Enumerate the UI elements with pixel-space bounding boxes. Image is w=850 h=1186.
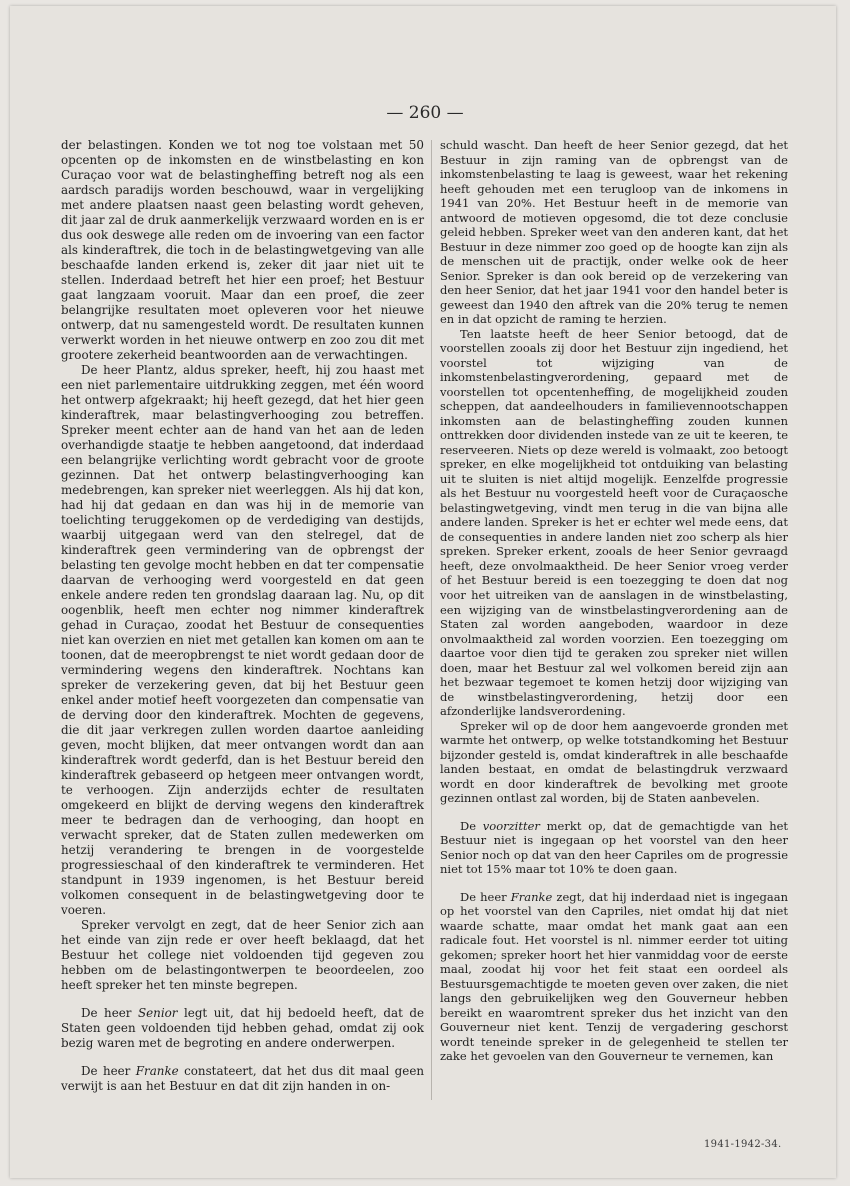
paragraph: Ten laatste heeft de heer Senior betoogd, dat de voorstellen zooals zij door het Bestuur zijn ingediend, het voorstel tot wijziging van de inkomstenbelastingverordening, gepaard met de voorstellen tot opcentenheffing, de mogelijkheid zouden scheppen, dat aandeelhouders in familievennootschappen inkomsten aan de belastingheffing zouden kunnen onttrekken door dividenden instede van ze uit te keeren, te reserveeren. Niets op deze wereld is volmaakt, zoo betoogt spreker, en elke mogelijkheid tot ontduiking van belasting uit te sluiten is niet altijd mogelijk. Eenzelfde progressie als het Bestuur nu voorgesteld heeft voor de Curaçaosche belastingwetgeving, vindt men terug in die van bijna alle andere landen. Spreker is het er echter wel mede eens, dat de consequenties in andere landen niet zoo scherp als hier spreken. Spreker erkent, zooals de heer Senior gevraagd heeft, deze onvolmaaktheid. De heer Senior vroeg verder of het Bestuur bereid is een toezegging te doen dat nog voor het uitreiken van de aanslagen in de winstbelasting, een wijziging van de winstbelastingverordening aan de Staten zal worden aangeboden, waardoor in deze onvolmaaktheid zal worden voorzien. Een toezegging om daartoe voor dien tijd te geraken zou spreker niet willen doen, maar het Bestuur zal wel volkomen bereid zijn aan het bezwaar tegemoet te komen hetzij door wijziging van de winstbelastingverordening, hetzij door een afzonderlijke landsverordening.: [440, 326, 788, 719]
column-divider: [431, 140, 432, 1100]
paragraph: [61, 1064, 424, 1094]
paragraph-text: legt uit, dat hij bedoeld heeft, dat de Staten geen voldoenden tijd hebben gehad, omdat zij ook bezig waren met de begroting en andere onderwerpen.: [61, 1006, 424, 1050]
speaker-lead: De heer: [81, 1064, 131, 1078]
paragraph-text: zegt, dat hij inderdaad niet is ingegaan op het voorstel van den Capriles, niet omdat hij dat niet waarde schatte, maar omdat het mank gaat aan een radicale fout. Het voorstel is nl. nimmer eerder tot uiting gekomen; spreker hoort het hier vanmiddag voor de eerste maal, zoodat hij voor het feit staat een oordeel als Bestuursgemachtigde te moeten geven over zaken, die niet langs den gebruikelijken weg den Gouverneur hebben bereikt en waaromtrent spreker dus het inzicht van den Gouverneur niet kent. Tenzij de vergadering geschorst wordt teneinde spreker in de gelegenheid te stellen ter zake het gevoelen van den Gouverneur te vernemen, kan: [440, 889, 789, 1064]
page-number: — 260 —: [386, 103, 464, 123]
right-column: [440, 138, 788, 1064]
paragraph: [440, 819, 788, 877]
paragraph-text: constateert, dat het dus dit maal geen verwijt is aan het Bestuur en dat dit zijn handen in on-: [61, 1064, 425, 1093]
speaker-name: Senior: [137, 1006, 178, 1020]
paragraph: Spreker vervolgt en zegt, dat de heer Senior zich aan het einde van zijn rede er over heeft beklaagd, dat het Bestuur het college niet voldoenden tijd gegeven zou hebben om de belastingontwerpen te beoordeelen, zoo heeft spreker het ten minste begrepen.: [61, 918, 424, 992]
speaker-lead: De heer: [460, 889, 507, 904]
paragraph: [440, 890, 788, 1064]
speaker-name: Franke: [135, 1064, 179, 1078]
paragraph: schuld wascht. Dan heeft de heer Senior gezegd, dat het Bestuur in zijn raming van de opbrengst van de inkomstenbelasting te laag is geweest, waar het rekening heeft gehouden met een terugloop van de inkomens in 1941 van 20%. Het Bestuur heeft in de memorie van antwoord de motieven opgesomd, die tot deze conclusie geleid hebben. Spreker weet van den anderen kant, dat het Bestuur in deze nimmer zoo goed op de hoogte kan zijn als de menschen uit de practijk, onder welke ook de heer Senior. Spreker is dan ook bereid op de verzekering van den heer Senior, dat het jaar 1941 voor den handel beter is geweest dan 1940 den aftrek van die 20% terug te nemen en in dat opzicht de raming te herzien.: [440, 138, 788, 327]
paragraph: De heer Plantz, aldus spreker, heeft, hij zou haast met een niet parlementaire uitdrukking zeggen, met één woord het ontwerp afgekraakt; hij heeft gezegd, dat het hier geen kinderaftrek, maar belastingverhooging zou betreffen. Spreker meent echter aan de hand van het aan de leden overhandigde staatje te hebben aangetoond, dat inderdaad een belangrijke verlichting wordt gebracht voor de groote gezinnen. Dat het ontwerp belastingverhooging kan medebrengen, kan spreker niet weerleggen. Als hij dat kon, had hij dat gedaan en dan was hij in de memorie van toelichting teruggekomen op de verdediging van destijds, waarbij uitgegaan werd van den stelregel, dat de kinderaftrek geen vermindering van de opbrengst der belasting ten gevolge mocht hebben en dat ter compensatie daarvan de verhooging werd voorgesteld en dat geen enkele andere reden ten grondslag daaraan lag. Nu, op dit oogenblik, heeft men echter nog nimmer kinderaftrek gehad in Curaçao, zoodat het Bestuur de consequenties niet kan overzien en niet met getallen kan komen om aan te toonen, dat de meeropbrengst te niet wordt gedaan door de vermindering wegens den kinderaftrek. Nochtans kan spreker de verzekering geven, dat bij het Bestuur geen enkel ander motief heeft voorgezeten dan compensatie van de derving door den kinderaftrek. Mochten de gegevens, die dit jaar verkregen zullen worden daartoe aanleiding geven, mocht blijken, dat meer ontvangen wordt dan aan kinderaftrek wordt gederfd, dan is het Bestuur bereid den kinderaftrek gebaseerd op hetgeen meer ontvangen wordt, te verhoogen. Zijn anderzijds echter de resultaten omgekeerd en blijkt de derving wegens den kinderaftrek meer te bedragen dan de verhooging, dan hoopt en verwacht spreker, dat de Staten zullen medewerken om hetzij verandering te brengen in de voorgestelde progressieschaal of den kinderaftrek te verminderen. Het standpunt in 1939 ingenomen, is het Bestuur bereid volkomen consequent in de belastingwetgeving door te voeren.: [61, 363, 424, 917]
left-column: [61, 138, 424, 1094]
speaker-name: voorzitter: [482, 818, 540, 833]
archive-code: 1941-1942-34.: [704, 1139, 782, 1150]
paragraph: der belastingen. Konden we tot nog toe volstaan met 50 opcenten op de inkomsten en de winstbelasting en kon Curaçao voor wat de belastingheffing betreft nog als een aardsch paradijs worden beschouwd, waar in vergelijking met andere plaatsen naast geen belasting wordt geheven, dit jaar zal de druk aanmerkelijk verzwaard worden en is er dus ook deswege alle reden om de invoering van een factor als kinderaftrek, die toch in de belastingwetgeving van alle beschaafde landen erkend is, zeker dit jaar niet uit te stellen. Inderdaad betreft het hier een proef; het Bestuur gaat langzaam vooruit. Maar dan een proef, die zeer belangrijke resultaten moet opleveren voor het nieuwe ontwerp, dat nu samengesteld wordt. De resultaten kunnen verwerkt worden in het nieuwe ontwerp en zoo zou dit met grootere zekerheid beantwoorden aan de verwachtingen.: [61, 138, 424, 362]
paragraph-text: merkt op, dat de gemachtigde van het Bestuur niet is ingegaan op het voorstel van den heer Senior noch op dat van den heer Capriles om de progressie niet tot 15% maar tot 10% te doen gaan.: [440, 818, 789, 877]
paragraph: Spreker wil op de door hem aangevoerde gronden met warmte het ontwerp, op welke totstandkoming het Bestuur bijzonder gesteld is, omdat kinderaftrek in alle beschaafde landen bestaat, en omdat de belastingdruk verzwaard wordt en door kinderaftrek de bevolking met groote gezinnen ontlast zal worden, bij de Staten aanbevelen.: [440, 718, 788, 806]
speaker-lead: De: [460, 818, 477, 833]
speaker-name: Franke: [510, 889, 553, 904]
paragraph: [61, 1006, 424, 1051]
speaker-lead: De heer: [81, 1006, 132, 1020]
